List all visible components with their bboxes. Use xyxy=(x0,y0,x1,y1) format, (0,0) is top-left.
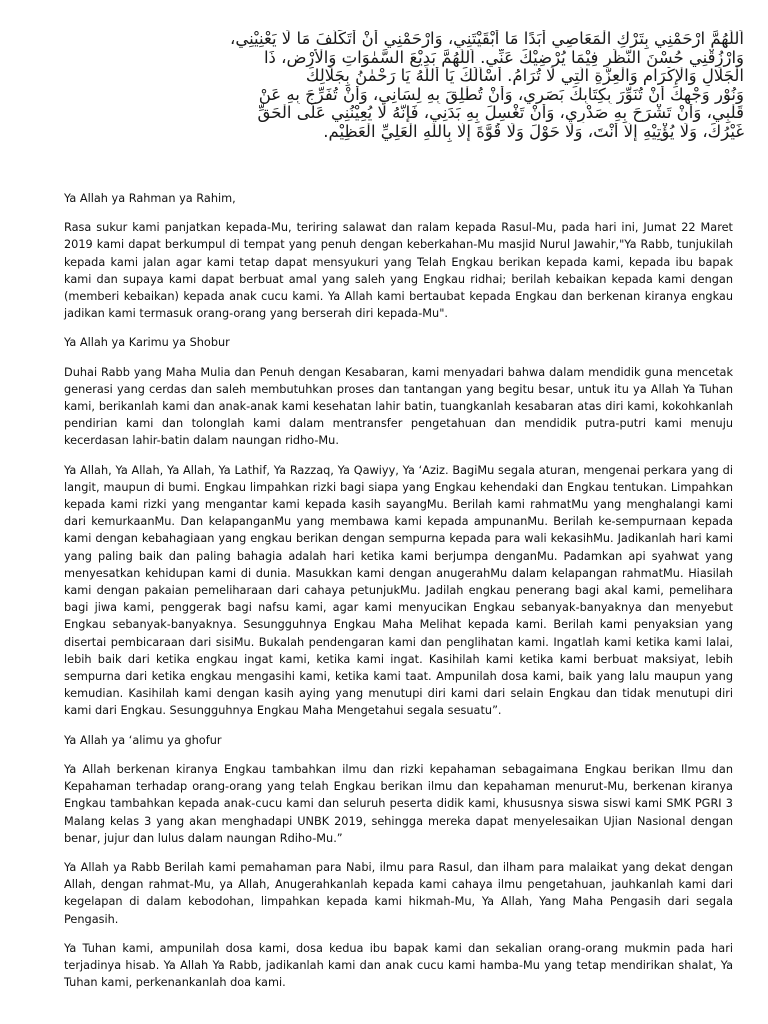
document-body xyxy=(64,190,733,1003)
sustenance-paragraph: Ya Allah, Ya Allah, Ya Allah, Ya Lathif, Ya Razzaq, Ya Qawiyy, Ya ‘Aziz. BagiMu segala aturan, mengenai perkara yang di langit, maupun di bumi. Engkau limpahkan rizki bagi siapa yang Engkau kehendaki dan Engkau tentukan. Limpahkan kepada kami rizki yang mengantar kami kepada kasih sayangMu. Berilah kami rahmatMu yang menghalangi kami dari kemurkaanMu. Dan kelapanganMu yang membawa kami kepada ampunanMu. Berilah ke-sempurnaan kepada kami dengan kebahagiaan yang engkau berikan dengan sempurna kepada para wali kekasihMu. Jadikanlah hari kami yang paling baik dan paling bahagia adalah hari ketika kami berjumpa denganMu. Padamkan api syahwat yang menyesatkan kehidupan kami di dunia. Masukkan kami dengan anugerahMu dalam kelapangan rahmatMu. Hiasilah kami dengan pakaian pemeliharaan dari cahaya petunjukMu. Jadilah engkau penerang bagi akal kami, pemelihara bagi jiwa kami, penggerak bagi nafsu kami, agar kami menyucikan Engkau sebanyak-banyaknya dan menyebut Engkau sebanyak-banyaknya. Sesungguhnya Engkau Maha Melihat kepada kami. Berilah kami penyaksian yang disertai pembicaraan dari sisiMu. Bukalah pendengaran kami dan penglihatan kami. Ingatlah kami ketika kami lalai, lebih baik dari ketika engkau ingat kami, ketika kami ingat. Kasihilah kami ketika kami berbuat maksiyat, lebih sempurna dari ketika engkau mengasihi kami, ketika kami taat. Ampunilah dosa kami, baik yang lalu maupun yang kemudian. Kasihilah kami dengan kasih aying yang menutupi diri kami dari selain Engkau dan tidak menutupi diri kami dari Engkau. Sesungguhnya Engkau Maha Mengetahui segala sesuatu”. xyxy=(64,463,733,718)
forgiveness-paragraph: Ya Tuhan kami, ampunilah dosa kami, dosa kedua ibu bapak kami dan sekalian orang-orang mukmin pada hari terjadinya hisab. Ya Allah Ya Rabb, jadikanlah kami dan anak cucu kami hamba-Mu yang tetap mendirikan shalat, Ya Tuhan kami, perkenankanlah doa kami. xyxy=(64,941,733,990)
section-heading-alim: Ya Allah ya ‘alimu ya ghofur xyxy=(64,733,222,747)
arabic-prayer-line: وَارْزُقْنِي حُسْنَ النَّظَرِ فِيْمَا يُرْضِيْكَ عَنِّي. اَللّٰهُمَّ بَدِيْعَ السَّمٰوَاتِ وَالْأَرْضِ، ذَا xyxy=(263,48,744,67)
section-heading-karim: Ya Allah ya Karimu ya Shobur xyxy=(64,336,230,350)
understanding-paragraph: Ya Allah ya Rabb Berilah kami pemahaman para Nabi, ilmu para Rasul, dan ilham para malaikat yang dekat dengan Allah, dengan rahmat-Mu, ya Allah, Anugerahkanlah kepada kami cahaya ilmu pengetahuan, jauhkanlah kami dari kegelapan di dalam kebodohan, limpahkan kepada kami hikmah-Mu, Ya Allah, Yang Maha Pengasih dari segala Pengasih. xyxy=(64,860,733,926)
arabic-prayer-line: اَللّٰهُمَّ ارْحَمْنِي بِتَرْكِ الْمَعَاصِي أَبَدًا مَا أَبْقَيْتَنِي، وَارْحَمْنِي أَنْ أَتَكَلَّفَ مَا لَا يَعْنِيْنِي، xyxy=(230,30,744,48)
gratitude-paragraph: Rasa sukur kami panjatkan kepada-Mu, teriring salawat dan ralam kepada Rasul-Mu, pada hari ini, Jumat 22 Maret 2019 kami dapat berkumpul di tempat yang penuh dengan keberkahan-Mu masjid Nurul Jawahir,"Ya Rabb, tunjukilah kepada kami jalan agar kami tetap dapat mensyukuri yang Telah Engkau berikan kepada kami, kepada ibu bapak kami dan supaya kami dapat berbuat amal yang saleh yang Engkau ridhai; berilah kebaikan kepada kami dengan (memberi kebaikan) kepada anak cucu kami. Ya Allah kami bertaubat kepada Engkau dan berkenan kiranya engkau jadikan kami termasuk orang-orang yang berserah diri kepada-Mu". xyxy=(64,221,733,321)
patience-paragraph: Duhai Rabb yang Maha Mulia dan Penuh dengan Kesabaran, kami menyadari bahwa dalam mendidik guna mencetak generasi yang cerdas dan saleh membutuhkan proses dan tantangan yang begitu besar, untuk itu ya Allah Ya Tuhan kami, berikanlah kami dan anak-anak kami kesehatan lahir batin, tuangkanlah kesabaran atas diri kami, kokohkanlah pendirian kami dan tolonglah kami dalam mentransfer pengetahuan dan mendidik putra-putri kami menuju kecerdasan lahir-batin dalam naungan ridho-Mu. xyxy=(64,365,733,448)
salutation-heading: Ya Allah ya Rahman ya Rahim, xyxy=(64,192,236,205)
arabic-prayer-block xyxy=(212,30,744,180)
arabic-prayer-line: الْجَلَالِ وَالْإِكْرَامِ وَالْعِزَّةِ الَّتِي لَا تُرَامُ. أَسْأَلُكَ يَا أَللّٰهُ يَا رَحْمٰنُ بِجَلَالِكَ xyxy=(305,67,744,86)
knowledge-paragraph: Ya Allah berkenan kiranya Engkau tambahkan ilmu dan rizki kepahaman sebagaimana Engkau berikan Ilmu dan Kepahaman terhadap orang-orang yang telah Engkau berikan ilmu dan kepahaman menurut-Mu, berkenan kiranya Engkau tambahkan kepada anak-cucu kami dan seluruh peserta didik kami, khususnya siswa siswi kami SMK PGRI 3 Malang kelas 3 yang akan menghadapi UNBK 2019, sehingga mereka dapat menyelesaikan Ujian Nasional dengan benar, jujur dan lulus dalam naungan Rdiho-Mu.” xyxy=(64,762,733,845)
arabic-prayer-line: غَيْرُكَ، وَلَا يُؤْتِيْهِ إِلَّا أَنْتَ، وَلَا حَوْلَ وَلَا قُوَّةَ إِلَّا بِاللّٰهِ الْعَلِيِّ الْعَظِيْمِ. xyxy=(323,122,744,141)
arabic-prayer-line: وَنُوْرِ وَجْهِكَ أَنْ تُنَوِّرَ بِكِتَابِكَ بَصَرِي، وَأَنْ تُطْلِقَ بِهِ لِسَانِي، وَأَنْ تُفَرِّجَ بِهِ عَنْ xyxy=(258,85,744,104)
arabic-prayer-line: قَلْبِي، وَأَنْ تَشْرَحَ بِهِ صَدْرِي، وَأَنْ تَغْسِلَ بِهِ بَدَنِي، فَإِنَّهُ لَا يُعِيْنُنِي عَلَى الْحَقِّ xyxy=(257,104,744,123)
